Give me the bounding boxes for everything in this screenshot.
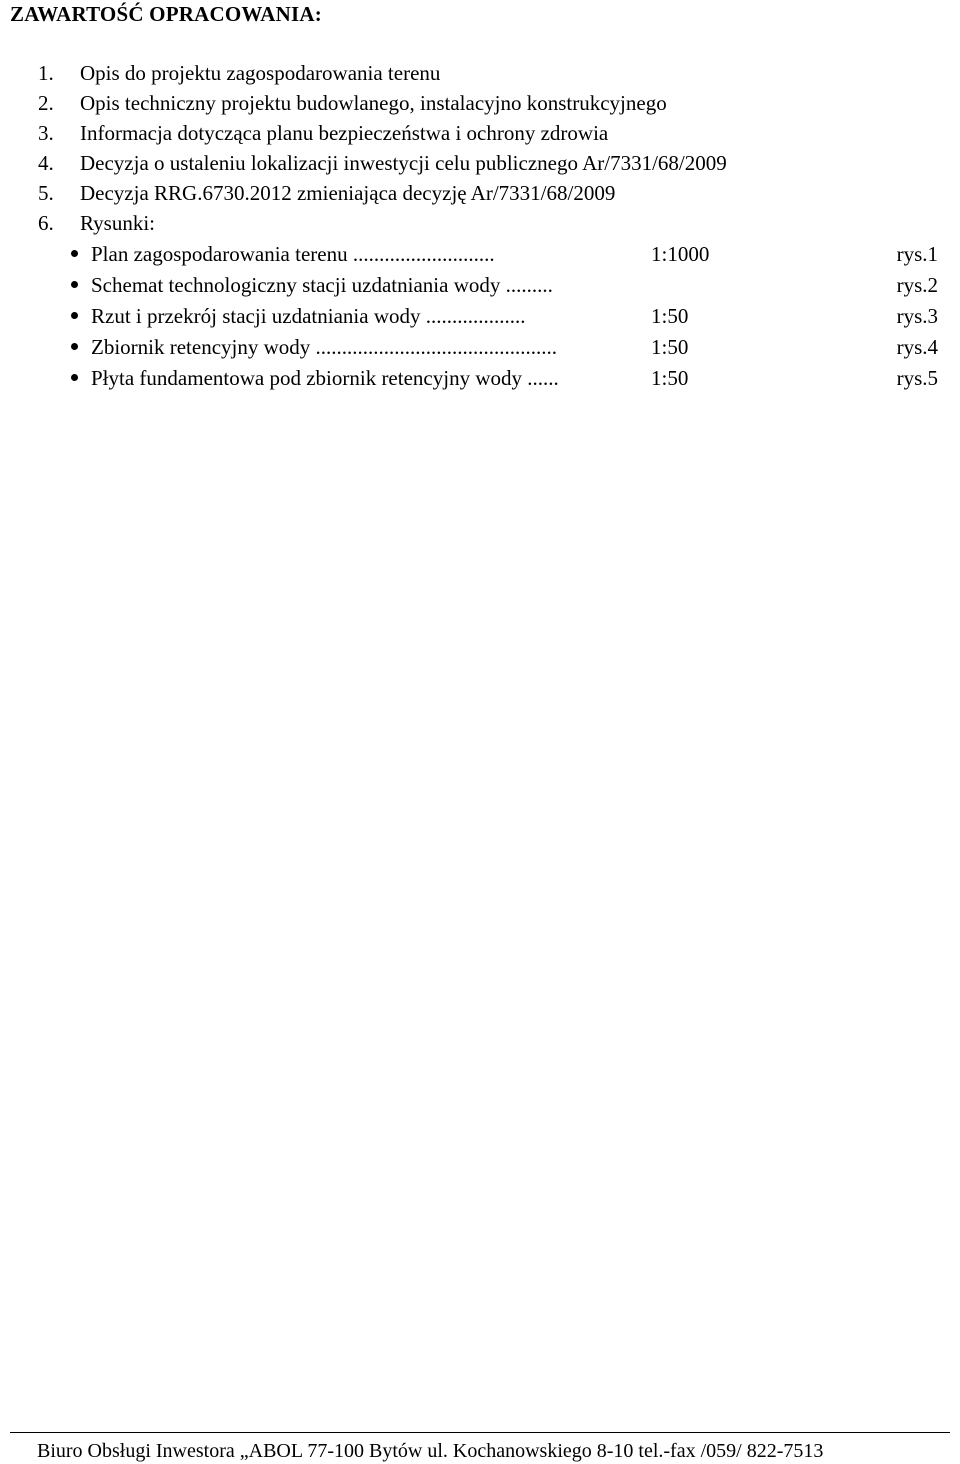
item-text: Opis techniczny projektu budowlanego, instalacyjno konstrukcyjnego [80, 91, 667, 115]
drawing-scale: 1:50 [651, 304, 689, 328]
drawing-label: Schemat technologiczny stacji uzdatniania wody ......... [91, 273, 553, 297]
drawing-item-4 [0, 334, 960, 360]
drawing-label: Płyta fundamentowa pod zbiornik retencyjny wody ...... [91, 366, 559, 390]
drawing-ref: rys.3 [896, 304, 938, 328]
bullet-icon [71, 312, 78, 319]
item-number: 2. [38, 91, 54, 115]
drawing-ref: rys.5 [896, 366, 938, 390]
drawing-item-1 [0, 241, 960, 267]
item-number: 1. [38, 61, 54, 85]
drawing-ref: rys.1 [896, 242, 938, 266]
contents-item-3 [38, 120, 608, 146]
drawing-scale: 1:50 [651, 366, 689, 390]
drawing-item-2 [0, 272, 960, 298]
drawing-item-3 [0, 303, 960, 329]
drawing-ref: rys.2 [896, 273, 938, 297]
drawing-ref: rys.4 [896, 335, 938, 359]
item-number: 3. [38, 121, 54, 145]
item-text: Opis do projektu zagospodarowania terenu [80, 61, 441, 85]
footer-text: Biuro Obsługi Inwestora „ABOL 77-100 Bytów ul. Kochanowskiego 8-10 tel.-fax /059/ 822-7513 [37, 1440, 824, 1462]
drawing-label: Zbiornik retencyjny wody .............................................. [91, 335, 558, 359]
contents-item-1 [38, 60, 440, 86]
item-number: 5. [38, 181, 54, 205]
item-text: Decyzja o ustaleniu lokalizacji inwestycji celu publicznego Ar/7331/68/2009 [80, 151, 727, 175]
contents-item-2 [38, 90, 667, 116]
drawing-scale: 1:50 [651, 335, 689, 359]
item-text: Rysunki: [80, 211, 156, 235]
drawing-label: Plan zagospodarowania terenu ........................... [91, 242, 495, 266]
drawing-scale: 1:1000 [651, 242, 710, 266]
bullet-icon [71, 250, 78, 257]
drawing-label: Rzut i przekrój stacji uzdatniania wody ................... [91, 304, 526, 328]
bullet-icon [71, 374, 78, 381]
drawing-item-5 [0, 365, 960, 391]
item-number: 4. [38, 151, 54, 175]
contents-item-6 [38, 210, 155, 236]
contents-item-4 [38, 150, 727, 176]
bullet-icon [71, 281, 78, 288]
item-text: Informacja dotycząca planu bezpieczeństwa i ochrony zdrowia [80, 121, 609, 145]
page-title: ZAWARTOŚĆ OPRACOWANIA: [10, 2, 322, 26]
contents-item-5 [38, 180, 615, 206]
footer-divider [10, 1432, 950, 1433]
item-text: Decyzja RRG.6730.2012 zmieniająca decyzję Ar/7331/68/2009 [80, 181, 616, 205]
item-number: 6. [38, 211, 54, 235]
bullet-icon [71, 343, 78, 350]
